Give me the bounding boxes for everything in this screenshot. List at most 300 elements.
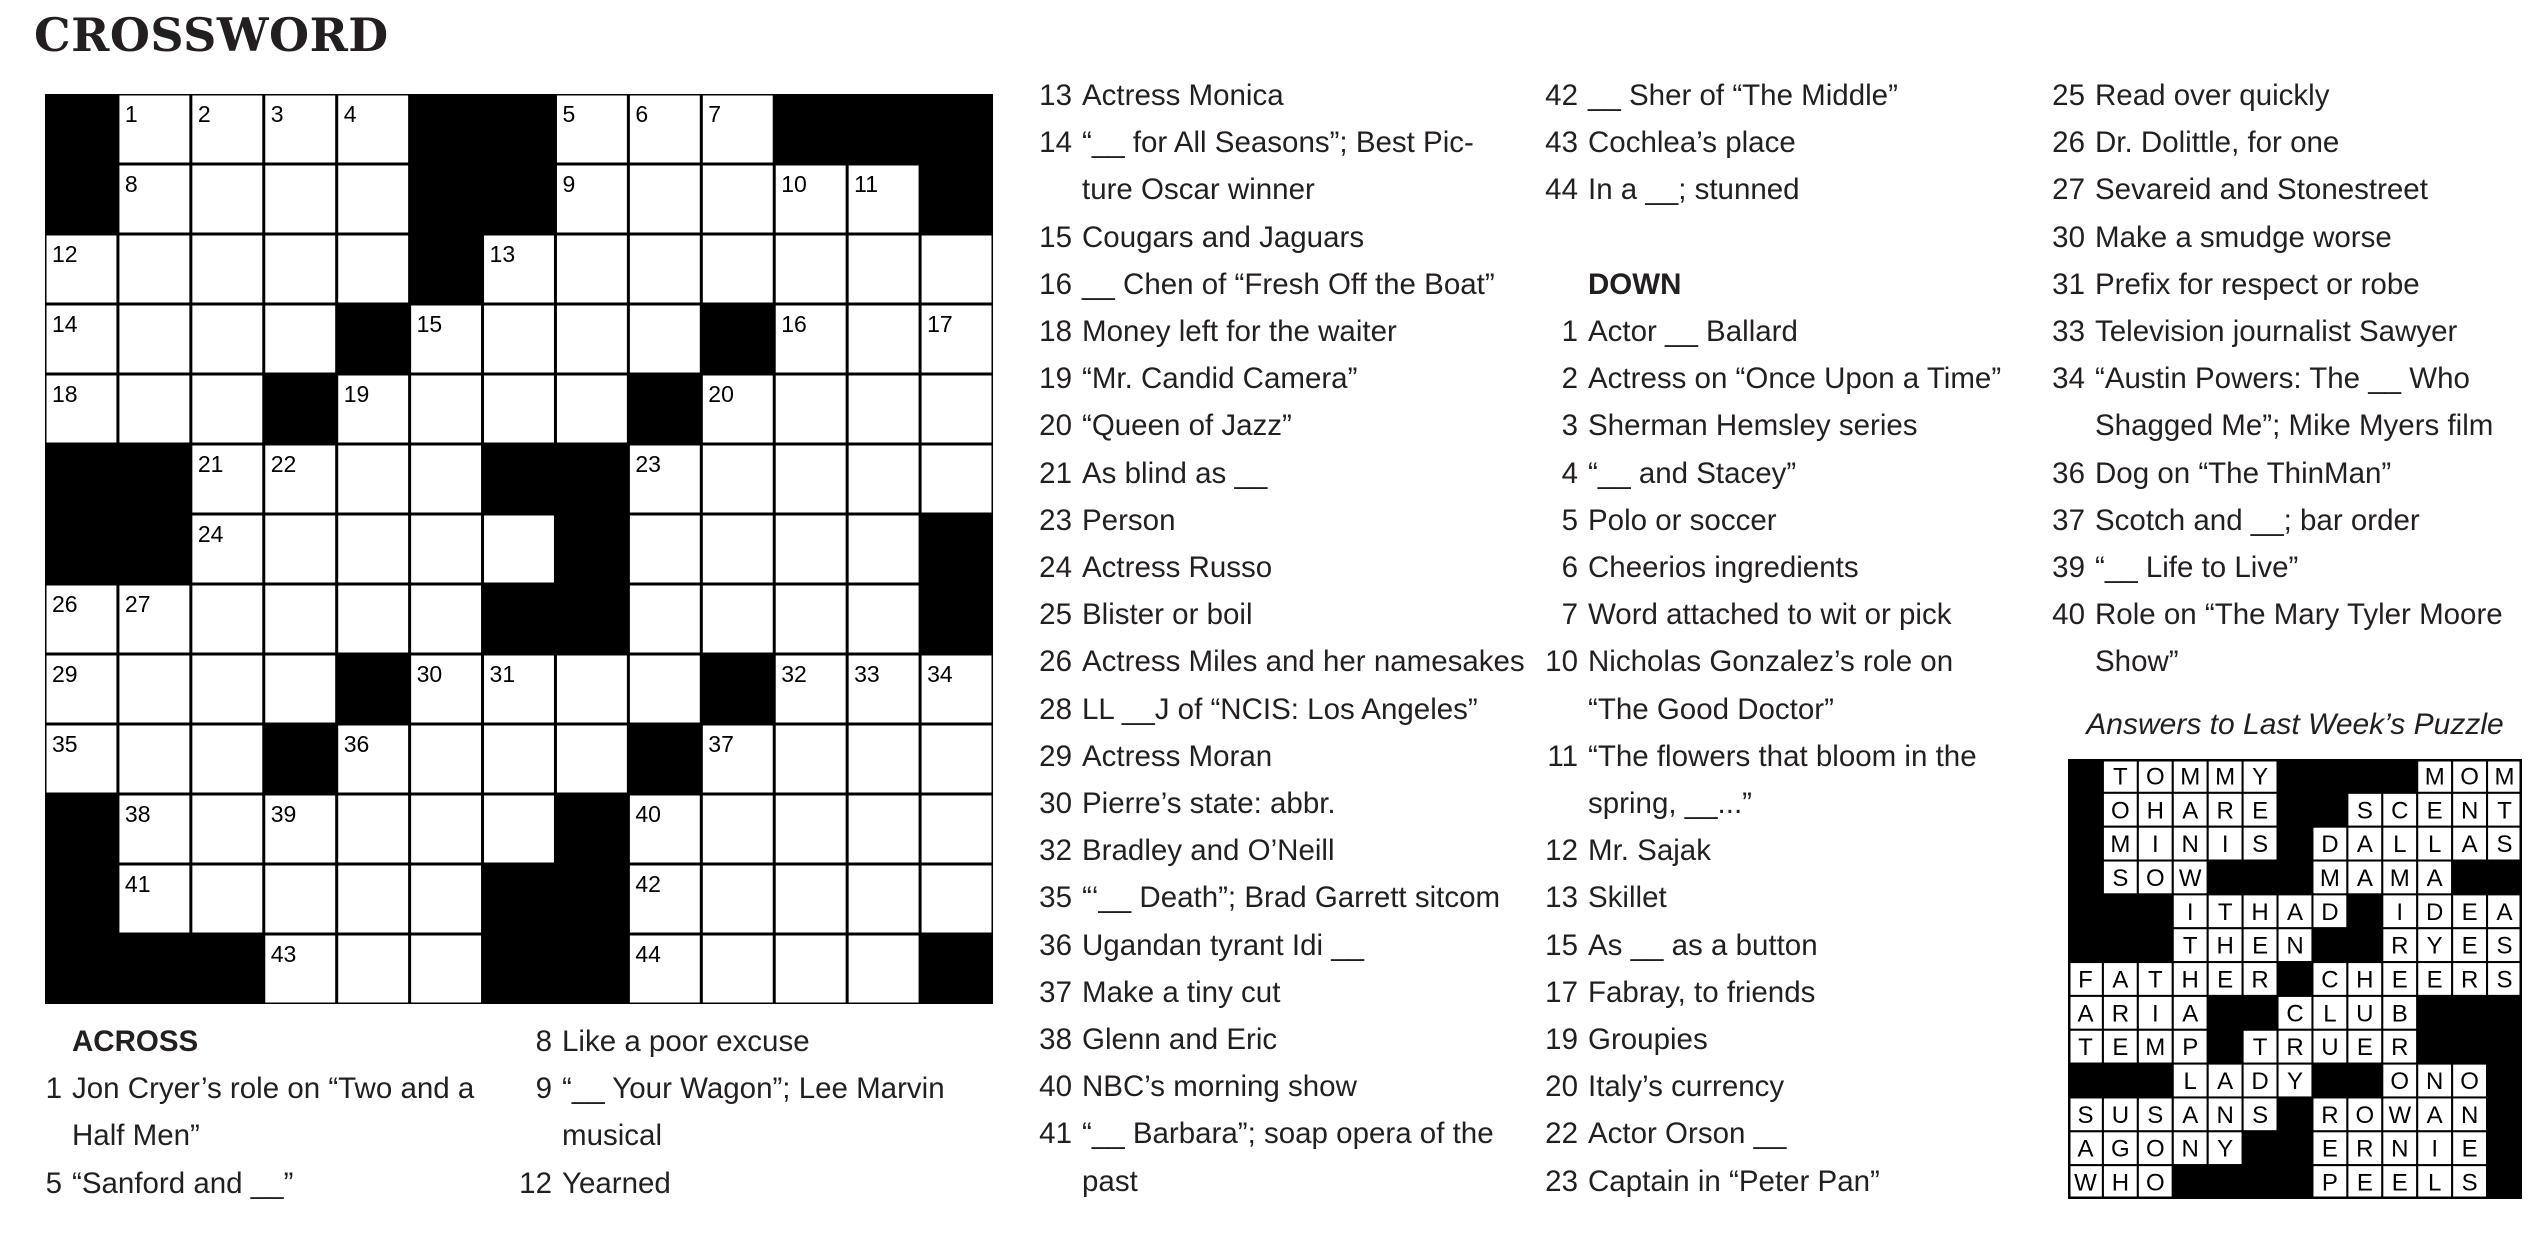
grid-cell[interactable] bbox=[410, 514, 483, 584]
grid-cell[interactable] bbox=[847, 444, 920, 514]
clue bbox=[1536, 733, 2036, 780]
grid-cell[interactable] bbox=[118, 724, 191, 794]
grid-cell[interactable] bbox=[555, 234, 628, 304]
answer-letter: R bbox=[2356, 1135, 2374, 1163]
answer-letter: I bbox=[2221, 831, 2229, 859]
answer-black-square bbox=[2487, 1131, 2522, 1165]
grid-cell[interactable] bbox=[847, 234, 920, 304]
grid-cell[interactable] bbox=[191, 654, 264, 724]
answer-letter: A bbox=[2217, 1068, 2234, 1096]
answer-black-square bbox=[2452, 861, 2487, 895]
clue-text: Yearned bbox=[562, 1166, 671, 1200]
grid-cell[interactable] bbox=[264, 304, 337, 374]
clue-text: Make a tiny cut bbox=[1082, 975, 1281, 1009]
crossword-grid[interactable] bbox=[45, 94, 993, 1004]
answer-letter: I bbox=[2151, 1000, 2159, 1028]
answer-letter: H bbox=[2216, 932, 2234, 960]
clue-text: Sherman Hemsley series bbox=[1588, 409, 1918, 443]
answer-letter: A bbox=[2182, 797, 2199, 825]
grid-cell[interactable] bbox=[191, 234, 264, 304]
answers-grid bbox=[2068, 759, 2522, 1199]
answer-black-square bbox=[2278, 759, 2313, 793]
answer-letter: T bbox=[2147, 966, 2163, 994]
clue bbox=[1536, 119, 2036, 166]
clue bbox=[1536, 308, 2036, 355]
grid-cell[interactable] bbox=[774, 514, 847, 584]
grid-cell[interactable] bbox=[628, 234, 701, 304]
clue-number: 36 bbox=[1039, 928, 1072, 962]
grid-cell[interactable] bbox=[920, 234, 993, 304]
answer-letter: M bbox=[2389, 864, 2410, 892]
grid-cell[interactable] bbox=[628, 654, 701, 724]
clue-text: “Queen of Jazz” bbox=[1082, 409, 1292, 443]
answer-letter: O bbox=[2145, 864, 2165, 892]
answer-letter: R bbox=[2460, 966, 2479, 994]
grid-cell[interactable] bbox=[628, 304, 701, 374]
clue bbox=[1030, 72, 1530, 119]
grid-cell[interactable] bbox=[337, 234, 410, 304]
cell-number: 6 bbox=[635, 101, 649, 127]
clue bbox=[1536, 874, 2036, 921]
clue-number: 5 bbox=[1561, 503, 1578, 537]
answer-letter: G bbox=[2111, 1135, 2130, 1163]
cell-number: 16 bbox=[781, 311, 807, 337]
answer-letter: E bbox=[2217, 966, 2234, 994]
answer-letter: Y bbox=[2286, 1068, 2304, 1096]
grid-cell[interactable] bbox=[410, 374, 483, 444]
clue-number: 35 bbox=[1039, 881, 1072, 915]
answer-black-square bbox=[2487, 1030, 2522, 1064]
grid-cell[interactable] bbox=[337, 164, 410, 234]
grid-cell[interactable] bbox=[774, 864, 847, 934]
clue bbox=[2043, 450, 2538, 497]
answer-letter: H bbox=[2356, 966, 2374, 994]
grid-cell[interactable] bbox=[337, 864, 410, 934]
clue-text: Glenn and Eric bbox=[1082, 1023, 1278, 1057]
clue bbox=[1030, 214, 1530, 261]
clue-text: Dog on “The ThinMan” bbox=[2095, 456, 2392, 490]
black-square bbox=[191, 934, 264, 1004]
black-square bbox=[920, 94, 993, 164]
grid-cell[interactable] bbox=[847, 304, 920, 374]
answer-letter: O bbox=[2145, 1169, 2165, 1197]
grid-cell[interactable] bbox=[191, 584, 264, 654]
answer-letter: E bbox=[2391, 966, 2408, 994]
clue-text: Fabray, to friends bbox=[1588, 975, 1816, 1009]
grid-cell[interactable] bbox=[701, 444, 774, 514]
grid-cell[interactable] bbox=[774, 724, 847, 794]
clue bbox=[1030, 827, 1530, 874]
grid-cell[interactable] bbox=[410, 864, 483, 934]
clue-number: 12 bbox=[519, 1166, 552, 1200]
cell-number: 37 bbox=[708, 731, 734, 757]
answer-black-square bbox=[2452, 1030, 2487, 1064]
grid-cell[interactable] bbox=[264, 514, 337, 584]
clue bbox=[2043, 497, 2538, 544]
black-square bbox=[118, 444, 191, 514]
black-square bbox=[847, 94, 920, 164]
answer-letter: U bbox=[2356, 1000, 2374, 1028]
answer-letter: N bbox=[2460, 797, 2479, 825]
clue-number: 42 bbox=[1545, 79, 1578, 112]
cell-number: 15 bbox=[416, 311, 443, 337]
grid-cell[interactable] bbox=[920, 724, 993, 794]
grid-cell[interactable] bbox=[628, 164, 701, 234]
clue-number: 25 bbox=[2052, 79, 2085, 112]
answer-letter: E bbox=[2112, 1034, 2129, 1062]
grid-cell[interactable] bbox=[337, 934, 410, 1004]
grid-cell[interactable] bbox=[701, 864, 774, 934]
cell-number: 32 bbox=[781, 661, 807, 687]
clue-text: Actor Orson __ bbox=[1588, 1117, 1787, 1151]
clue-text: “__ Barbara”; soap opera of the bbox=[1082, 1117, 1494, 1151]
grid-cell[interactable] bbox=[337, 794, 410, 864]
black-square bbox=[555, 794, 628, 864]
answer-letter: R bbox=[2391, 932, 2409, 960]
clue-number: 24 bbox=[1039, 551, 1072, 585]
answer-black-square bbox=[2487, 861, 2522, 895]
cell-number: 26 bbox=[52, 591, 78, 617]
grid-cell[interactable] bbox=[118, 654, 191, 724]
clue-text: “Sanford and __” bbox=[72, 1166, 294, 1200]
grid-cell[interactable] bbox=[847, 514, 920, 584]
clue-number: 1 bbox=[1561, 315, 1578, 348]
answer-letter: I bbox=[2396, 898, 2404, 926]
clue-text: Make a smudge worse bbox=[2095, 220, 2392, 254]
black-square bbox=[555, 864, 628, 934]
grid-cell[interactable] bbox=[774, 934, 847, 1004]
grid-cell[interactable] bbox=[920, 864, 993, 934]
answer-letter: E bbox=[2252, 932, 2269, 960]
answer-black-square bbox=[2312, 759, 2347, 793]
clue-number: 30 bbox=[1039, 787, 1072, 821]
clue-text: Mr. Sajak bbox=[1588, 834, 1711, 868]
cell-number: 24 bbox=[197, 521, 224, 547]
cell-number: 11 bbox=[854, 171, 879, 197]
clue bbox=[1030, 497, 1530, 544]
clue-text: As blind as __ bbox=[1082, 456, 1268, 490]
answer-letter: M bbox=[2145, 1034, 2166, 1062]
answer-letter: M bbox=[2180, 763, 2201, 791]
grid-cell[interactable] bbox=[847, 724, 920, 794]
answer-letter: E bbox=[2461, 932, 2478, 960]
clue bbox=[1536, 1158, 2036, 1205]
grid-cell[interactable] bbox=[264, 864, 337, 934]
clue-text: Word attached to wit or pick bbox=[1588, 598, 1952, 632]
clue bbox=[1030, 1063, 1530, 1110]
black-square bbox=[45, 164, 118, 234]
answer-letter: A bbox=[2426, 864, 2443, 892]
answer-letter: S bbox=[2112, 864, 2129, 892]
answer-letter: H bbox=[2146, 797, 2164, 825]
grid-cell[interactable] bbox=[701, 164, 774, 234]
clue-number: 18 bbox=[1039, 315, 1072, 349]
answer-letter: O bbox=[2145, 1135, 2165, 1163]
clue-text: Read over quickly bbox=[2095, 79, 2330, 112]
answer-letter: M bbox=[2215, 763, 2236, 791]
clue-number: 12 bbox=[1545, 834, 1578, 868]
answer-black-square bbox=[2487, 1064, 2522, 1098]
answer-letter: H bbox=[2111, 1169, 2130, 1197]
clue-text: Actress Moran bbox=[1082, 739, 1273, 773]
grid-cell[interactable] bbox=[847, 584, 920, 654]
clue-text: Cougars and Jaguars bbox=[1082, 220, 1365, 254]
clue bbox=[1030, 355, 1530, 402]
clue-number: 16 bbox=[1039, 267, 1072, 301]
answer-letter: E bbox=[2391, 1169, 2408, 1197]
cell-number: 21 bbox=[197, 451, 224, 477]
crossword-svg[interactable] bbox=[45, 94, 993, 1004]
clue bbox=[1536, 922, 2036, 969]
answer-black-square bbox=[2068, 928, 2103, 962]
clue-number: 26 bbox=[2052, 126, 2085, 160]
clue-text: “__ and Stacey” bbox=[1588, 456, 1797, 490]
answer-letter: A bbox=[2426, 1101, 2443, 1129]
answer-letter: A bbox=[2356, 864, 2373, 892]
grid-cell[interactable] bbox=[774, 374, 847, 444]
clue-number: 28 bbox=[1039, 692, 1072, 726]
answer-letter: P bbox=[2182, 1034, 2199, 1062]
answer-black-square bbox=[2347, 928, 2382, 962]
answer-letter: L bbox=[2428, 831, 2442, 859]
grid-cell[interactable] bbox=[774, 234, 847, 304]
clue-number: 20 bbox=[1545, 1070, 1578, 1104]
grid-cell[interactable] bbox=[847, 794, 920, 864]
clue-continuation: past bbox=[1082, 1164, 1138, 1198]
grid-cell[interactable] bbox=[628, 584, 701, 654]
answer-letter: M bbox=[2319, 864, 2340, 892]
black-square bbox=[555, 444, 628, 514]
grid-cell[interactable] bbox=[920, 374, 993, 444]
clue-column-3 bbox=[1030, 72, 1530, 1205]
clue bbox=[1536, 72, 2036, 119]
answer-letter: S bbox=[2252, 831, 2269, 859]
answer-letter: Y bbox=[2426, 932, 2443, 960]
clue-text: Cochlea’s place bbox=[1588, 126, 1796, 160]
grid-cell[interactable] bbox=[191, 374, 264, 444]
grid-cell[interactable] bbox=[337, 444, 410, 514]
black-square bbox=[628, 724, 701, 794]
cell-number: 8 bbox=[124, 171, 138, 197]
answer-letter: N bbox=[2426, 1068, 2444, 1096]
grid-cell[interactable] bbox=[555, 374, 628, 444]
grid-cell[interactable] bbox=[337, 514, 410, 584]
answer-letter: O bbox=[2460, 1068, 2479, 1096]
black-square bbox=[701, 304, 774, 374]
answer-black-square bbox=[2243, 861, 2278, 895]
grid-cell[interactable] bbox=[264, 654, 337, 724]
clue-text: Person bbox=[1082, 503, 1176, 537]
answer-black-square bbox=[2103, 894, 2138, 928]
clue-continuation: Half Men” bbox=[72, 1119, 200, 1153]
clue-text: Nicholas Gonzalez’s role on bbox=[1588, 645, 1954, 679]
grid-cell[interactable] bbox=[264, 164, 337, 234]
clue-number: 6 bbox=[1561, 551, 1578, 585]
cell-number: 33 bbox=[854, 661, 880, 687]
answer-letter: A bbox=[2182, 1101, 2199, 1129]
grid-cell[interactable] bbox=[701, 794, 774, 864]
black-square bbox=[45, 794, 118, 864]
clue-number: 17 bbox=[1545, 975, 1578, 1009]
cell-number: 19 bbox=[343, 381, 370, 407]
grid-cell[interactable] bbox=[264, 234, 337, 304]
clue bbox=[1536, 402, 2036, 449]
clue-text: Role on “The Mary Tyler Moore bbox=[2095, 598, 2503, 632]
clue bbox=[1536, 591, 2036, 638]
grid-cell[interactable] bbox=[847, 934, 920, 1004]
grid-cell[interactable] bbox=[847, 864, 920, 934]
answer-black-square bbox=[2138, 1064, 2173, 1098]
clue bbox=[1030, 591, 1530, 638]
grid-cell[interactable] bbox=[701, 584, 774, 654]
answer-letter: A bbox=[2077, 1000, 2094, 1028]
answer-letter: D bbox=[2426, 898, 2444, 926]
clue bbox=[20, 1160, 500, 1207]
clue-text: Dr. Dolittle, for one bbox=[2095, 126, 2340, 160]
answer-letter: D bbox=[2251, 1068, 2269, 1096]
answer-letter: A bbox=[2496, 898, 2513, 926]
clue-number: 9 bbox=[535, 1072, 552, 1106]
clue bbox=[1536, 544, 2036, 591]
black-square bbox=[701, 654, 774, 724]
black-square bbox=[483, 94, 556, 164]
answer-black-square bbox=[2138, 894, 2173, 928]
clue-text: “__ Your Wagon”; Lee Marvin bbox=[562, 1072, 945, 1106]
clue-text: Television journalist Sawyer bbox=[2095, 315, 2458, 349]
clue bbox=[1030, 402, 1530, 449]
grid-cell[interactable] bbox=[483, 724, 556, 794]
answer-black-square bbox=[2068, 759, 2103, 793]
grid-cell[interactable] bbox=[701, 234, 774, 304]
clue-column-1 bbox=[20, 1018, 500, 1207]
grid-cell[interactable] bbox=[483, 514, 556, 584]
cell-number: 28 bbox=[562, 591, 589, 617]
black-square bbox=[628, 374, 701, 444]
grid-cell[interactable] bbox=[410, 584, 483, 654]
clue-text: Money left for the waiter bbox=[1082, 315, 1397, 349]
grid-cell[interactable] bbox=[628, 514, 701, 584]
answer-black-square bbox=[2417, 1030, 2452, 1064]
answer-letter: U bbox=[2111, 1101, 2130, 1129]
grid-cell[interactable] bbox=[410, 724, 483, 794]
answer-letter: N bbox=[2286, 932, 2304, 960]
answer-letter: M bbox=[2494, 763, 2515, 791]
grid-cell[interactable] bbox=[774, 444, 847, 514]
answer-letter: T bbox=[2217, 898, 2233, 926]
grid-cell[interactable] bbox=[701, 934, 774, 1004]
clue bbox=[1030, 733, 1530, 780]
clue-number: 37 bbox=[1039, 975, 1072, 1009]
clue-number: 41 bbox=[1039, 1117, 1072, 1151]
clue-text: Skillet bbox=[1588, 881, 1667, 915]
clue-text: Bradley and O’Neill bbox=[1082, 834, 1335, 868]
grid-cell[interactable] bbox=[920, 444, 993, 514]
grid-cell[interactable] bbox=[191, 304, 264, 374]
clue bbox=[1030, 874, 1530, 921]
clue-text: Sevareid and Stonestreet bbox=[2095, 173, 2428, 207]
answer-letter: T bbox=[2252, 1034, 2268, 1062]
clue-number: 23 bbox=[1545, 1164, 1578, 1198]
black-square bbox=[45, 94, 118, 164]
answer-black-square bbox=[2068, 861, 2103, 895]
clue bbox=[2043, 544, 2538, 591]
grid-cell[interactable] bbox=[118, 234, 191, 304]
cell-number: 12 bbox=[52, 241, 78, 267]
grid-cell[interactable] bbox=[483, 794, 556, 864]
black-square bbox=[118, 934, 191, 1004]
grid-cell[interactable] bbox=[264, 584, 337, 654]
clue-number: 23 bbox=[1039, 503, 1072, 537]
grid-cell[interactable] bbox=[483, 374, 556, 444]
answer-letter: W bbox=[2074, 1169, 2097, 1197]
grid-cell[interactable] bbox=[337, 584, 410, 654]
answer-black-square bbox=[2347, 1064, 2382, 1098]
black-square bbox=[410, 234, 483, 304]
grid-cell[interactable] bbox=[555, 304, 628, 374]
grid-cell[interactable] bbox=[191, 794, 264, 864]
grid-cell[interactable] bbox=[191, 164, 264, 234]
grid-cell[interactable] bbox=[483, 304, 556, 374]
clue-text: “The flowers that bloom in the bbox=[1588, 739, 1977, 773]
cell-number: 18 bbox=[52, 381, 78, 407]
answer-black-square bbox=[2278, 861, 2313, 895]
answer-letter: L bbox=[2428, 1169, 2442, 1197]
black-square bbox=[45, 864, 118, 934]
grid-cell[interactable] bbox=[410, 444, 483, 514]
grid-cell[interactable] bbox=[555, 724, 628, 794]
answer-black-square bbox=[2068, 894, 2103, 928]
grid-cell[interactable] bbox=[920, 794, 993, 864]
answer-letter: M bbox=[2424, 763, 2445, 791]
answer-letter: E bbox=[2356, 1169, 2373, 1197]
grid-cell[interactable] bbox=[191, 864, 264, 934]
cell-number: 23 bbox=[635, 451, 661, 477]
clue bbox=[1536, 1016, 2036, 1063]
clue bbox=[510, 1160, 990, 1207]
grid-cell[interactable] bbox=[701, 514, 774, 584]
grid-cell[interactable] bbox=[774, 794, 847, 864]
grid-cell[interactable] bbox=[410, 794, 483, 864]
answer-letter: T bbox=[2078, 1034, 2093, 1062]
clue-text: Cheerios ingredients bbox=[1588, 551, 1859, 585]
black-square bbox=[920, 514, 993, 584]
answer-letter: Y bbox=[2252, 763, 2269, 791]
cell-number: 25 bbox=[562, 521, 589, 547]
grid-cell[interactable] bbox=[118, 304, 191, 374]
grid-cell[interactable] bbox=[774, 584, 847, 654]
answer-black-square bbox=[2103, 1064, 2138, 1098]
grid-cell[interactable] bbox=[410, 934, 483, 1004]
clue-number: 11 bbox=[1547, 739, 1578, 773]
grid-cell[interactable] bbox=[118, 374, 191, 444]
clue-number: 7 bbox=[1561, 598, 1578, 632]
answer-letter: D bbox=[2321, 898, 2339, 926]
answer-letter: R bbox=[2251, 966, 2269, 994]
clue-text: “__ for All Seasons”; Best Pic- bbox=[1082, 126, 1474, 160]
answer-black-square bbox=[2243, 1165, 2278, 1199]
grid-cell[interactable] bbox=[191, 724, 264, 794]
grid-cell[interactable] bbox=[555, 654, 628, 724]
answer-letter: M bbox=[2110, 831, 2131, 859]
clue-number: 15 bbox=[1039, 220, 1072, 254]
black-square bbox=[410, 164, 483, 234]
answer-black-square bbox=[2068, 1064, 2103, 1098]
grid-cell[interactable] bbox=[847, 374, 920, 444]
answer-letter: R bbox=[2216, 797, 2234, 825]
answer-black-square bbox=[2278, 1097, 2313, 1131]
answer-letter: I bbox=[2431, 1135, 2439, 1163]
answers-svg bbox=[2068, 759, 2522, 1199]
